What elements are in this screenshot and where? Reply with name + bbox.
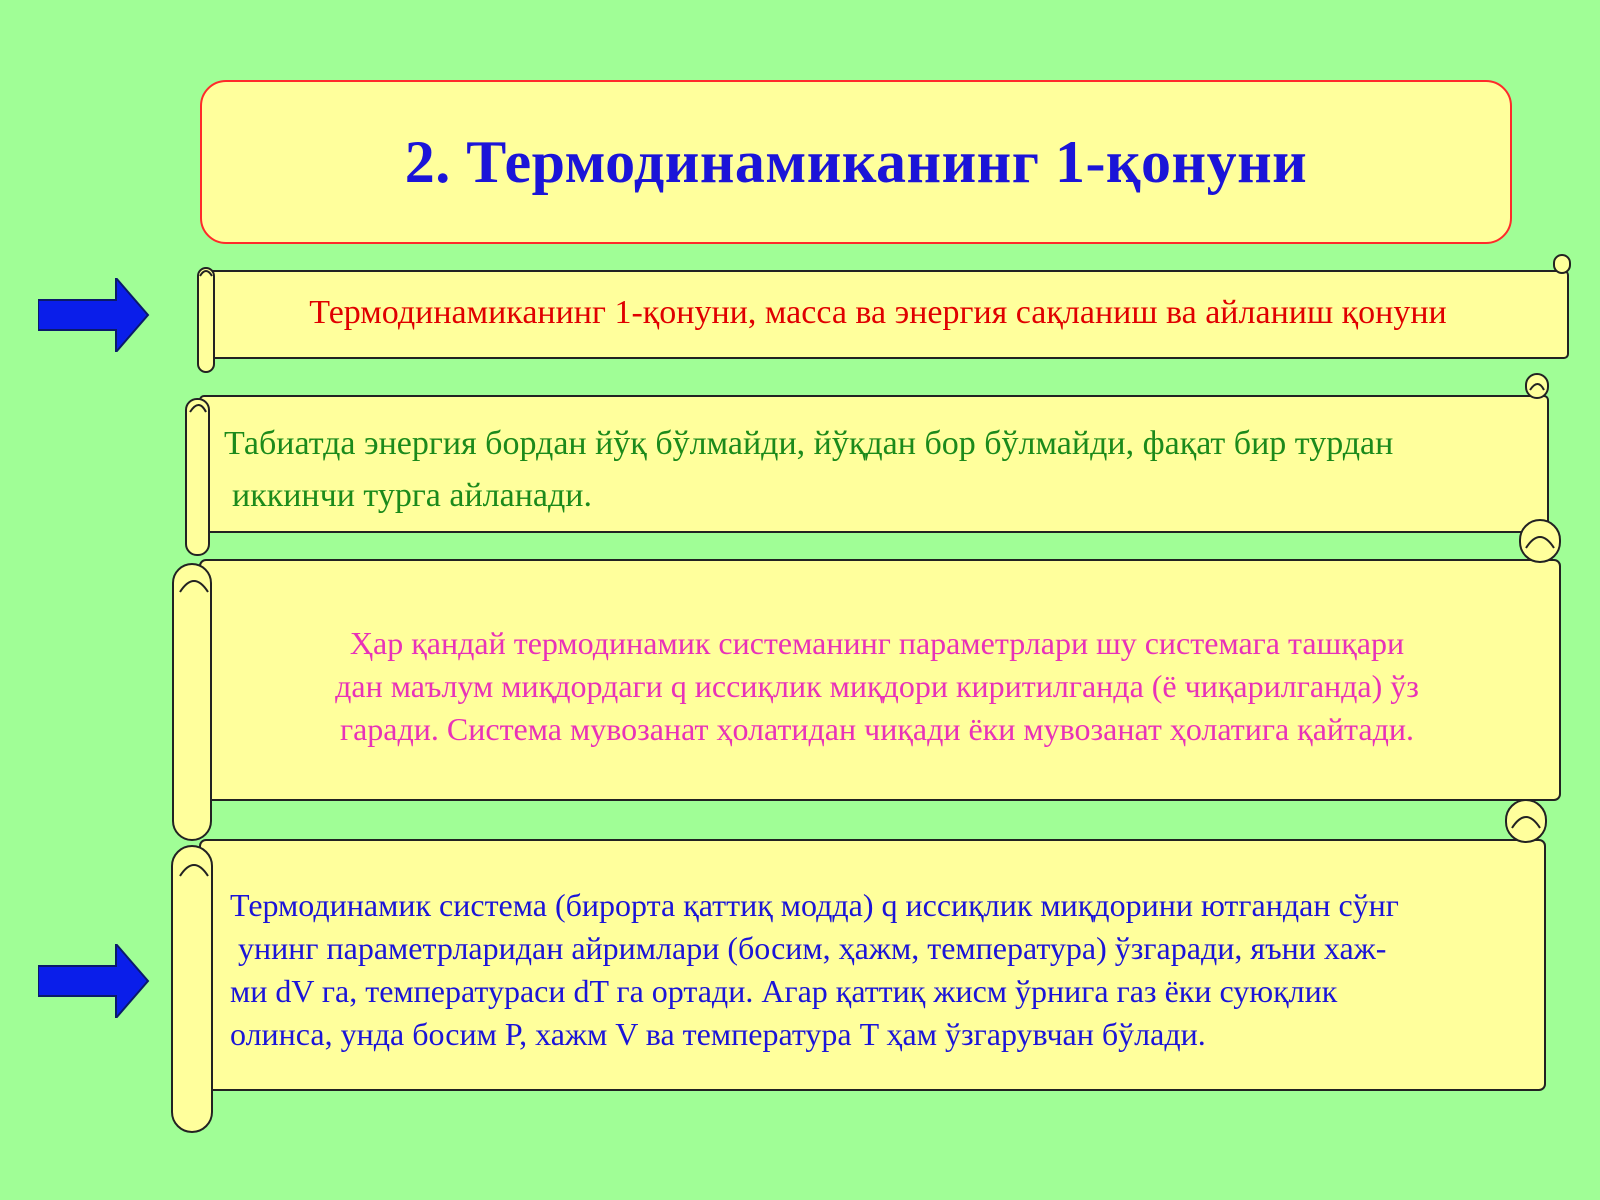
scroll-4-line: олинса, унда босим P, хажм V ва температура T ҳам ўзгарувчан бўлади. [230, 1016, 1206, 1052]
scroll-4-line: Термодинамик система (бирорта қаттиқ модда) q иссиқлик миқдорини ютгандан сўнг [230, 887, 1399, 923]
scroll-4-text [230, 884, 1530, 1056]
scroll-3-line: дан маълум миқдордаги q иссиқлик миқдори киритилганда (ё чиқарилганда) ўз [335, 668, 1419, 704]
scroll-2-line: иккинчи турга айланади. [232, 477, 592, 514]
scroll-4-line: унинг параметрларидан айримлари (босим, ҳажм, температура) ўзгаради, яъни хаж- [238, 930, 1387, 966]
right-arrow-icon [38, 278, 150, 352]
scroll-2-text [224, 418, 1514, 522]
scroll-1-text: Термодинамиканинг 1-қонуни, масса ва энергия сақланиш ва айланиш қонуни [309, 294, 1447, 331]
scroll-3-line: Ҳар қандай термодинамик системанинг параметрлари шу системага ташқари [349, 625, 1405, 661]
right-arrow-icon [38, 944, 150, 1018]
scroll-2-line: Табиатда энергия бордан йўқ бўлмайди, йўқдан бор бўлмайди, фақат бир турдан [224, 425, 1394, 462]
scroll-3-text [232, 622, 1522, 751]
scroll-4-line: ми dV га, температураси dT га ортади. Агар қаттиқ жисм ўрнига газ ёки суюқлик [230, 973, 1338, 1009]
scroll-3-line: гаради. Система мувозанат ҳолатидан чиқади ёки мувозанат ҳолатига қайтади. [339, 711, 1415, 747]
page-title: 2. Термодинамиканинг 1-қонуни [404, 128, 1308, 195]
